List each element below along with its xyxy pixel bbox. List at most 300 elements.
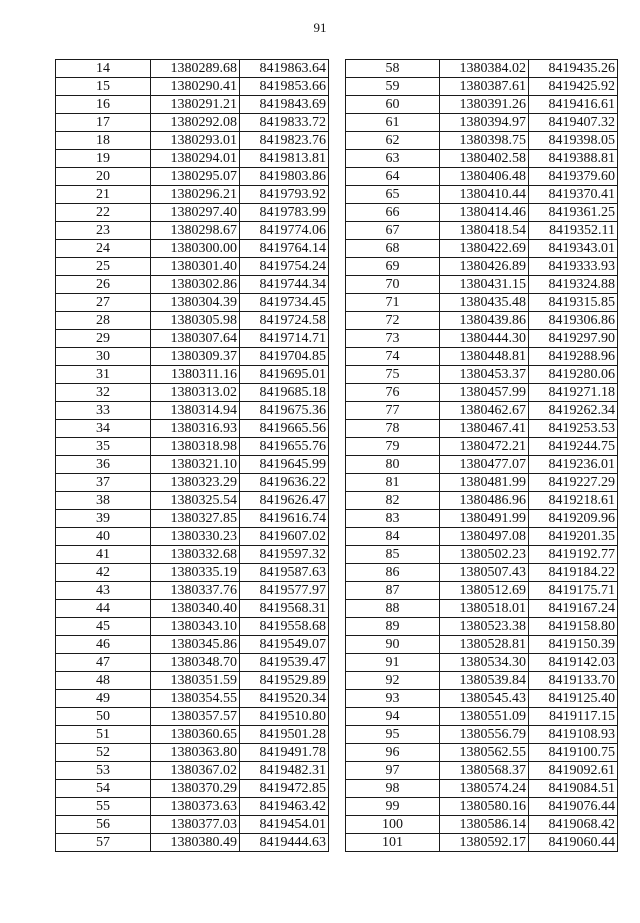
y-coordinate-cell: 8419783.99: [240, 204, 329, 222]
table-row: [346, 798, 618, 816]
y-coordinate-cell: 8419092.61: [529, 762, 618, 780]
x-coordinate-cell: 1380486.96: [440, 492, 529, 510]
table-row: [346, 240, 618, 258]
table-row: [346, 762, 618, 780]
point-number-cell: 47: [56, 654, 151, 672]
table-row: [56, 240, 329, 258]
x-coordinate-cell: 1380523.38: [440, 618, 529, 636]
table-row: [56, 402, 329, 420]
x-coordinate-cell: 1380398.75: [440, 132, 529, 150]
x-coordinate-cell: 1380351.59: [151, 672, 240, 690]
x-coordinate-cell: 1380304.39: [151, 294, 240, 312]
y-coordinate-cell: 8419587.63: [240, 564, 329, 582]
y-coordinate-cell: 8419076.44: [529, 798, 618, 816]
x-coordinate-cell: 1380539.84: [440, 672, 529, 690]
x-coordinate-cell: 1380330.23: [151, 528, 240, 546]
table-row: [346, 510, 618, 528]
point-number-cell: 92: [346, 672, 440, 690]
point-number-cell: 20: [56, 168, 151, 186]
table-row: [346, 636, 618, 654]
point-number-cell: 45: [56, 618, 151, 636]
y-coordinate-cell: 8419774.06: [240, 222, 329, 240]
x-coordinate-cell: 1380321.10: [151, 456, 240, 474]
point-number-cell: 63: [346, 150, 440, 168]
x-coordinate-cell: 1380354.55: [151, 690, 240, 708]
y-coordinate-cell: 8419764.14: [240, 240, 329, 258]
point-number-cell: 90: [346, 636, 440, 654]
table-row: [56, 384, 329, 402]
y-coordinate-cell: 8419568.31: [240, 600, 329, 618]
x-coordinate-cell: 1380327.85: [151, 510, 240, 528]
point-number-cell: 43: [56, 582, 151, 600]
y-coordinate-cell: 8419463.42: [240, 798, 329, 816]
y-coordinate-cell: 8419060.44: [529, 834, 618, 852]
point-number-cell: 100: [346, 816, 440, 834]
x-coordinate-cell: 1380300.00: [151, 240, 240, 258]
x-coordinate-cell: 1380305.98: [151, 312, 240, 330]
point-number-cell: 44: [56, 600, 151, 618]
point-number-cell: 72: [346, 312, 440, 330]
table-row: [346, 276, 618, 294]
y-coordinate-cell: 8419175.71: [529, 582, 618, 600]
y-coordinate-cell: 8419315.85: [529, 294, 618, 312]
table-row: [56, 726, 329, 744]
table-row: [56, 618, 329, 636]
x-coordinate-cell: 1380410.44: [440, 186, 529, 204]
x-coordinate-cell: 1380457.99: [440, 384, 529, 402]
x-coordinate-cell: 1380562.55: [440, 744, 529, 762]
y-coordinate-cell: 8419125.40: [529, 690, 618, 708]
y-coordinate-cell: 8419435.26: [529, 60, 618, 78]
y-coordinate-cell: 8419253.53: [529, 420, 618, 438]
x-coordinate-cell: 1380332.68: [151, 546, 240, 564]
x-coordinate-cell: 1380316.93: [151, 420, 240, 438]
x-coordinate-cell: 1380363.80: [151, 744, 240, 762]
table-row: [56, 150, 329, 168]
x-coordinate-cell: 1380311.16: [151, 366, 240, 384]
x-coordinate-cell: 1380467.41: [440, 420, 529, 438]
table-row: [346, 204, 618, 222]
table-row: [346, 294, 618, 312]
x-coordinate-cell: 1380574.24: [440, 780, 529, 798]
y-coordinate-cell: 8419607.02: [240, 528, 329, 546]
point-number-cell: 17: [56, 114, 151, 132]
x-coordinate-cell: 1380367.02: [151, 762, 240, 780]
point-number-cell: 98: [346, 780, 440, 798]
point-number-cell: 48: [56, 672, 151, 690]
y-coordinate-cell: 8419558.68: [240, 618, 329, 636]
x-coordinate-cell: 1380323.29: [151, 474, 240, 492]
x-coordinate-cell: 1380481.99: [440, 474, 529, 492]
x-coordinate-cell: 1380551.09: [440, 708, 529, 726]
x-coordinate-cell: 1380507.43: [440, 564, 529, 582]
x-coordinate-cell: 1380357.57: [151, 708, 240, 726]
point-number-cell: 80: [346, 456, 440, 474]
x-coordinate-cell: 1380586.14: [440, 816, 529, 834]
table-row: [56, 60, 329, 78]
x-coordinate-cell: 1380309.37: [151, 348, 240, 366]
y-coordinate-cell: 8419724.58: [240, 312, 329, 330]
point-number-cell: 33: [56, 402, 151, 420]
point-number-cell: 81: [346, 474, 440, 492]
table-row: [56, 258, 329, 276]
x-coordinate-cell: 1380528.81: [440, 636, 529, 654]
x-coordinate-cell: 1380294.01: [151, 150, 240, 168]
x-coordinate-cell: 1380291.21: [151, 96, 240, 114]
point-number-cell: 42: [56, 564, 151, 582]
point-number-cell: 39: [56, 510, 151, 528]
y-coordinate-cell: 8419324.88: [529, 276, 618, 294]
y-coordinate-cell: 8419262.34: [529, 402, 618, 420]
table-row: [56, 330, 329, 348]
table-row: [346, 78, 618, 96]
table-row: [346, 384, 618, 402]
y-coordinate-cell: 8419288.96: [529, 348, 618, 366]
table-row: [56, 114, 329, 132]
x-coordinate-cell: 1380502.23: [440, 546, 529, 564]
y-coordinate-cell: 8419501.28: [240, 726, 329, 744]
x-coordinate-cell: 1380377.03: [151, 816, 240, 834]
x-coordinate-cell: 1380384.02: [440, 60, 529, 78]
table-row: [56, 636, 329, 654]
x-coordinate-cell: 1380439.86: [440, 312, 529, 330]
table-row: [346, 222, 618, 240]
point-number-cell: 83: [346, 510, 440, 528]
y-coordinate-cell: 8419665.56: [240, 420, 329, 438]
x-coordinate-cell: 1380296.21: [151, 186, 240, 204]
table-row: [346, 600, 618, 618]
point-number-cell: 19: [56, 150, 151, 168]
table-row: [56, 564, 329, 582]
point-number-cell: 26: [56, 276, 151, 294]
y-coordinate-cell: 8419549.07: [240, 636, 329, 654]
table-row: [56, 654, 329, 672]
coordinates-table-left: [55, 59, 329, 852]
x-coordinate-cell: 1380318.98: [151, 438, 240, 456]
y-coordinate-cell: 8419853.66: [240, 78, 329, 96]
point-number-cell: 49: [56, 690, 151, 708]
y-coordinate-cell: 8419370.41: [529, 186, 618, 204]
x-coordinate-cell: 1380313.02: [151, 384, 240, 402]
point-number-cell: 57: [56, 834, 151, 852]
point-number-cell: 55: [56, 798, 151, 816]
x-coordinate-cell: 1380391.26: [440, 96, 529, 114]
y-coordinate-cell: 8419167.24: [529, 600, 618, 618]
x-coordinate-cell: 1380477.07: [440, 456, 529, 474]
y-coordinate-cell: 8419379.60: [529, 168, 618, 186]
point-number-cell: 27: [56, 294, 151, 312]
y-coordinate-cell: 8419201.35: [529, 528, 618, 546]
point-number-cell: 74: [346, 348, 440, 366]
point-number-cell: 59: [346, 78, 440, 96]
point-number-cell: 78: [346, 420, 440, 438]
x-coordinate-cell: 1380301.40: [151, 258, 240, 276]
table-row: [346, 672, 618, 690]
point-number-cell: 71: [346, 294, 440, 312]
y-coordinate-cell: 8419645.99: [240, 456, 329, 474]
table-row: [346, 456, 618, 474]
x-coordinate-cell: 1380491.99: [440, 510, 529, 528]
point-number-cell: 69: [346, 258, 440, 276]
y-coordinate-cell: 8419616.74: [240, 510, 329, 528]
point-number-cell: 53: [56, 762, 151, 780]
y-coordinate-cell: 8419577.97: [240, 582, 329, 600]
x-coordinate-cell: 1380302.86: [151, 276, 240, 294]
y-coordinate-cell: 8419352.11: [529, 222, 618, 240]
x-coordinate-cell: 1380360.65: [151, 726, 240, 744]
y-coordinate-cell: 8419444.63: [240, 834, 329, 852]
y-coordinate-cell: 8419398.05: [529, 132, 618, 150]
y-coordinate-cell: 8419626.47: [240, 492, 329, 510]
y-coordinate-cell: 8419685.18: [240, 384, 329, 402]
point-number-cell: 99: [346, 798, 440, 816]
point-number-cell: 94: [346, 708, 440, 726]
table-row: [346, 726, 618, 744]
table-row: [56, 96, 329, 114]
table-row: [56, 348, 329, 366]
point-number-cell: 21: [56, 186, 151, 204]
x-coordinate-cell: 1380568.37: [440, 762, 529, 780]
table-row: [56, 420, 329, 438]
table-row: [56, 780, 329, 798]
table-row: [346, 168, 618, 186]
table-row: [346, 474, 618, 492]
point-number-cell: 52: [56, 744, 151, 762]
point-number-cell: 15: [56, 78, 151, 96]
point-number-cell: 66: [346, 204, 440, 222]
point-number-cell: 67: [346, 222, 440, 240]
x-coordinate-cell: 1380431.15: [440, 276, 529, 294]
point-number-cell: 54: [56, 780, 151, 798]
y-coordinate-cell: 8419306.86: [529, 312, 618, 330]
table-row: [56, 744, 329, 762]
y-coordinate-cell: 8419388.81: [529, 150, 618, 168]
point-number-cell: 46: [56, 636, 151, 654]
y-coordinate-cell: 8419158.80: [529, 618, 618, 636]
x-coordinate-cell: 1380444.30: [440, 330, 529, 348]
table-body: [346, 60, 618, 852]
table-body: [56, 60, 329, 852]
table-row: [56, 312, 329, 330]
point-number-cell: 86: [346, 564, 440, 582]
table-row: [346, 348, 618, 366]
point-number-cell: 28: [56, 312, 151, 330]
table-row: [56, 708, 329, 726]
point-number-cell: 50: [56, 708, 151, 726]
y-coordinate-cell: 8419833.72: [240, 114, 329, 132]
y-coordinate-cell: 8419539.47: [240, 654, 329, 672]
y-coordinate-cell: 8419491.78: [240, 744, 329, 762]
table-row: [346, 60, 618, 78]
x-coordinate-cell: 1380414.46: [440, 204, 529, 222]
y-coordinate-cell: 8419425.92: [529, 78, 618, 96]
point-number-cell: 77: [346, 402, 440, 420]
x-coordinate-cell: 1380462.67: [440, 402, 529, 420]
x-coordinate-cell: 1380337.76: [151, 582, 240, 600]
table-row: [56, 672, 329, 690]
point-number-cell: 82: [346, 492, 440, 510]
x-coordinate-cell: 1380307.64: [151, 330, 240, 348]
table-row: [56, 474, 329, 492]
y-coordinate-cell: 8419655.76: [240, 438, 329, 456]
x-coordinate-cell: 1380534.30: [440, 654, 529, 672]
x-coordinate-cell: 1380545.43: [440, 690, 529, 708]
table-row: [346, 96, 618, 114]
x-coordinate-cell: 1380292.08: [151, 114, 240, 132]
y-coordinate-cell: 8419695.01: [240, 366, 329, 384]
y-coordinate-cell: 8419280.06: [529, 366, 618, 384]
y-coordinate-cell: 8419184.22: [529, 564, 618, 582]
table-row: [346, 546, 618, 564]
page-number: 91: [313, 20, 327, 35]
point-number-cell: 29: [56, 330, 151, 348]
table-row: [346, 816, 618, 834]
x-coordinate-cell: 1380343.10: [151, 618, 240, 636]
x-coordinate-cell: 1380335.19: [151, 564, 240, 582]
table-row: [346, 186, 618, 204]
y-coordinate-cell: 8419142.03: [529, 654, 618, 672]
point-number-cell: 91: [346, 654, 440, 672]
y-coordinate-cell: 8419734.45: [240, 294, 329, 312]
x-coordinate-cell: 1380298.67: [151, 222, 240, 240]
point-number-cell: 97: [346, 762, 440, 780]
point-number-cell: 75: [346, 366, 440, 384]
table-row: [56, 762, 329, 780]
table-row: [346, 564, 618, 582]
x-coordinate-cell: 1380518.01: [440, 600, 529, 618]
y-coordinate-cell: 8419863.64: [240, 60, 329, 78]
y-coordinate-cell: 8419597.32: [240, 546, 329, 564]
x-coordinate-cell: 1380370.29: [151, 780, 240, 798]
table-row: [56, 204, 329, 222]
y-coordinate-cell: 8419803.86: [240, 168, 329, 186]
table-row: [346, 150, 618, 168]
table-row: [56, 222, 329, 240]
table-row: [56, 132, 329, 150]
table-row: [56, 582, 329, 600]
table-row: [56, 78, 329, 96]
point-number-cell: 14: [56, 60, 151, 78]
x-coordinate-cell: 1380435.48: [440, 294, 529, 312]
table-row: [56, 456, 329, 474]
x-coordinate-cell: 1380345.86: [151, 636, 240, 654]
x-coordinate-cell: 1380380.49: [151, 834, 240, 852]
point-number-cell: 76: [346, 384, 440, 402]
y-coordinate-cell: 8419482.31: [240, 762, 329, 780]
point-number-cell: 88: [346, 600, 440, 618]
point-number-cell: 18: [56, 132, 151, 150]
y-coordinate-cell: 8419636.22: [240, 474, 329, 492]
table-row: [56, 834, 329, 852]
table-row: [346, 618, 618, 636]
x-coordinate-cell: 1380387.61: [440, 78, 529, 96]
point-number-cell: 41: [56, 546, 151, 564]
y-coordinate-cell: 8419333.93: [529, 258, 618, 276]
y-coordinate-cell: 8419416.61: [529, 96, 618, 114]
x-coordinate-cell: 1380472.21: [440, 438, 529, 456]
point-number-cell: 60: [346, 96, 440, 114]
table-row: [56, 168, 329, 186]
x-coordinate-cell: 1380348.70: [151, 654, 240, 672]
x-coordinate-cell: 1380289.68: [151, 60, 240, 78]
point-number-cell: 36: [56, 456, 151, 474]
x-coordinate-cell: 1380293.01: [151, 132, 240, 150]
y-coordinate-cell: 8419150.39: [529, 636, 618, 654]
table-row: [56, 438, 329, 456]
x-coordinate-cell: 1380453.37: [440, 366, 529, 384]
y-coordinate-cell: 8419084.51: [529, 780, 618, 798]
point-number-cell: 89: [346, 618, 440, 636]
point-number-cell: 73: [346, 330, 440, 348]
x-coordinate-cell: 1380512.69: [440, 582, 529, 600]
point-number-cell: 58: [346, 60, 440, 78]
y-coordinate-cell: 8419472.85: [240, 780, 329, 798]
table-row: [346, 366, 618, 384]
x-coordinate-cell: 1380295.07: [151, 168, 240, 186]
x-coordinate-cell: 1380580.16: [440, 798, 529, 816]
point-number-cell: 31: [56, 366, 151, 384]
point-number-cell: 32: [56, 384, 151, 402]
point-number-cell: 95: [346, 726, 440, 744]
table-row: [56, 186, 329, 204]
point-number-cell: 68: [346, 240, 440, 258]
point-number-cell: 79: [346, 438, 440, 456]
y-coordinate-cell: 8419218.61: [529, 492, 618, 510]
table-row: [346, 744, 618, 762]
y-coordinate-cell: 8419209.96: [529, 510, 618, 528]
table-row: [346, 528, 618, 546]
x-coordinate-cell: 1380592.17: [440, 834, 529, 852]
table-row: [346, 834, 618, 852]
y-coordinate-cell: 8419192.77: [529, 546, 618, 564]
point-number-cell: 65: [346, 186, 440, 204]
table-row: [56, 816, 329, 834]
table-row: [346, 420, 618, 438]
point-number-cell: 23: [56, 222, 151, 240]
y-coordinate-cell: 8419754.24: [240, 258, 329, 276]
point-number-cell: 85: [346, 546, 440, 564]
table-row: [346, 114, 618, 132]
table-row: [346, 402, 618, 420]
x-coordinate-cell: 1380497.08: [440, 528, 529, 546]
point-number-cell: 22: [56, 204, 151, 222]
table-row: [346, 690, 618, 708]
point-number-cell: 101: [346, 834, 440, 852]
table-row: [56, 798, 329, 816]
table-row: [56, 690, 329, 708]
y-coordinate-cell: 8419675.36: [240, 402, 329, 420]
table-row: [346, 258, 618, 276]
y-coordinate-cell: 8419343.01: [529, 240, 618, 258]
table-row: [346, 438, 618, 456]
x-coordinate-cell: 1380290.41: [151, 78, 240, 96]
x-coordinate-cell: 1380394.97: [440, 114, 529, 132]
x-coordinate-cell: 1380426.89: [440, 258, 529, 276]
table-row: [346, 330, 618, 348]
y-coordinate-cell: 8419813.81: [240, 150, 329, 168]
y-coordinate-cell: 8419510.80: [240, 708, 329, 726]
table-row: [56, 528, 329, 546]
x-coordinate-cell: 1380297.40: [151, 204, 240, 222]
x-coordinate-cell: 1380373.63: [151, 798, 240, 816]
table-row: [56, 600, 329, 618]
point-number-cell: 64: [346, 168, 440, 186]
x-coordinate-cell: 1380422.69: [440, 240, 529, 258]
x-coordinate-cell: 1380314.94: [151, 402, 240, 420]
point-number-cell: 30: [56, 348, 151, 366]
point-number-cell: 87: [346, 582, 440, 600]
y-coordinate-cell: 8419227.29: [529, 474, 618, 492]
